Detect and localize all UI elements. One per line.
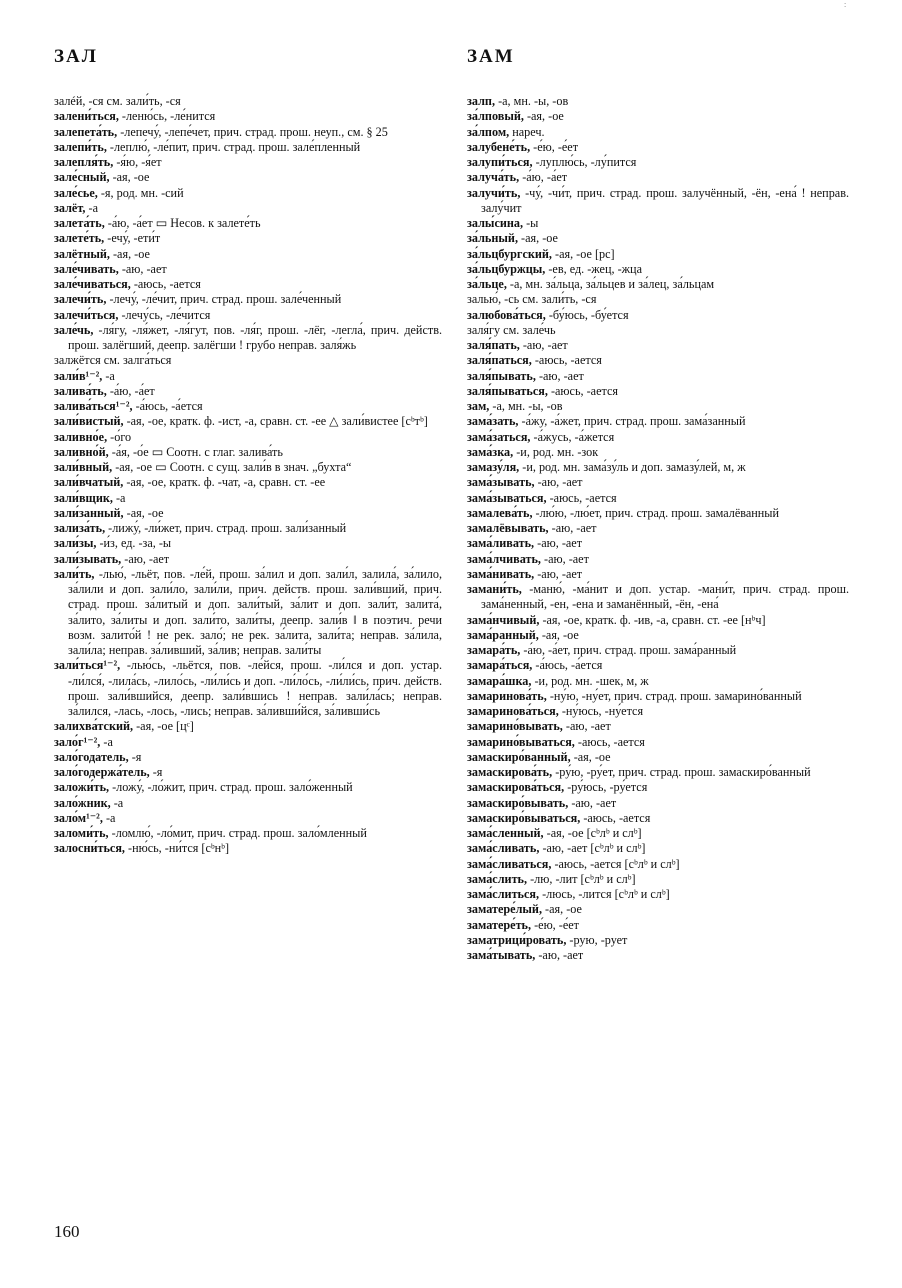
entry-gloss: -аю, -ает bbox=[534, 566, 583, 581]
entry-headword: заложи́ть, bbox=[54, 780, 110, 795]
entry-headword: залётный, bbox=[54, 246, 110, 261]
dictionary-entry bbox=[467, 231, 849, 246]
entry-gloss: -аюсь, -ается bbox=[574, 734, 645, 749]
entry-gloss: -а bbox=[85, 200, 98, 215]
entry-headword: зама́заться, bbox=[467, 429, 531, 444]
entry-gloss: -я bbox=[149, 765, 163, 779]
entry-headword: зама́ливать, bbox=[467, 536, 535, 551]
entry-headword: зама́зка, bbox=[467, 444, 514, 459]
entry-headword: зама́слить, bbox=[467, 871, 528, 886]
dictionary-entry bbox=[54, 140, 442, 155]
entry-headword: замаскиро́вывать, bbox=[467, 795, 569, 810]
entry-headword: залихва́тский, bbox=[54, 719, 134, 734]
dictionary-entry bbox=[467, 445, 849, 460]
dictionary-entry bbox=[467, 567, 849, 582]
left-column bbox=[54, 94, 442, 857]
entry-gloss: -а, мн. -ы, -ов bbox=[495, 94, 569, 108]
entry-headword: зали́в¹⁻², bbox=[54, 368, 103, 383]
entry-gloss: -ая, -ое bbox=[123, 505, 164, 520]
entry-gloss: -леню́сь, -ле́нится bbox=[118, 109, 216, 124]
entry-gloss: -и, род. мн. -зок bbox=[513, 444, 599, 459]
dictionary-entry bbox=[467, 857, 849, 872]
dictionary-entry bbox=[54, 201, 442, 216]
entry-gloss: -ая, -ое [рс] bbox=[551, 246, 615, 261]
entry-headword: зама́сливаться, bbox=[467, 856, 552, 871]
entry-headword: заля́паться, bbox=[467, 353, 532, 368]
entry-gloss: -я bbox=[128, 749, 142, 764]
entry-headword: зале́сье, bbox=[54, 185, 98, 200]
entry-headword: зама́тывать, bbox=[467, 948, 536, 962]
entry-gloss: -аю, -ает bbox=[562, 719, 611, 734]
dictionary-entry bbox=[467, 933, 849, 948]
dictionary-entry bbox=[467, 613, 849, 628]
entry-gloss: -а́ю, -а́ет bbox=[519, 170, 568, 185]
dictionary-entry bbox=[467, 704, 849, 719]
running-head-left: ЗАЛ bbox=[54, 46, 98, 67]
entry-gloss: -чу́, -чи́т, прич. страд. прош. залучённый, -ён, -ена́ ! неправ. залу́чит bbox=[481, 185, 849, 215]
dictionary-entry bbox=[467, 902, 849, 917]
dictionary-entry bbox=[467, 643, 849, 658]
entry-gloss: -лю́ю, -лю́ет, прич. страд. прош. замалёванный bbox=[532, 505, 779, 520]
dictionary-entry bbox=[54, 445, 442, 460]
entry-gloss: -аю, -ает bbox=[534, 536, 583, 551]
entry-headword: замаскирова́ться, bbox=[467, 780, 565, 795]
entry-gloss: -ая, -ое, кратк. ф. -ист, -а, сравн. ст. -ее △ зали́вистее [сᵇтᵇ] bbox=[123, 414, 428, 429]
dictionary-entry bbox=[467, 277, 849, 292]
entry-gloss: -аю, -ает bbox=[534, 475, 583, 490]
dictionary-entry bbox=[54, 414, 442, 429]
entry-gloss: залжётся см. залга́ться bbox=[54, 353, 172, 368]
page-number: 160 bbox=[54, 1222, 80, 1241]
entry-gloss: -а́юсь, -а́ется bbox=[132, 399, 203, 413]
entry-gloss: -и, род. мн. -шек, м, ж bbox=[531, 673, 649, 688]
entry-gloss: -а́ю, -а́ет, прич. страд. прош. зама́ранный bbox=[520, 643, 737, 657]
entry-gloss: -е́ю, -е́ет bbox=[530, 139, 579, 154]
dictionary-entry bbox=[54, 109, 442, 124]
entry-gloss: -я, род. мн. -сий bbox=[97, 185, 184, 200]
entry-headword: зало́годержа́тель, bbox=[54, 765, 150, 779]
entry-headword: замалева́ть, bbox=[467, 505, 533, 520]
entry-gloss: -леплю́, -ле́пит, прич. страд. прош. зале́пленный bbox=[106, 139, 361, 154]
entry-headword: залы́сина, bbox=[467, 216, 524, 230]
entry-gloss: -аюсь, -ается bbox=[130, 277, 201, 291]
entry-gloss: -и́з, ед. -за, -ы bbox=[96, 536, 172, 551]
entry-headword: залучи́ть, bbox=[467, 185, 521, 200]
dictionary-entry bbox=[54, 826, 442, 841]
dictionary-entry bbox=[54, 460, 442, 475]
entry-gloss: -рую, -рует bbox=[566, 932, 628, 947]
entry-headword: зама́зываться, bbox=[467, 490, 547, 505]
entry-gloss: -ая, -ое bbox=[570, 749, 611, 764]
entry-headword: зама́лчивать, bbox=[467, 551, 541, 566]
entry-gloss: -ая, -ое bbox=[523, 109, 564, 124]
dictionary-entry bbox=[467, 841, 849, 856]
dictionary-entry bbox=[467, 292, 849, 307]
entry-headword: залета́ть, bbox=[54, 216, 105, 230]
dictionary-entry bbox=[467, 170, 849, 185]
entry-headword: зало́м¹⁻², bbox=[54, 810, 103, 825]
dictionary-entry bbox=[467, 94, 849, 109]
entry-gloss: -а bbox=[112, 490, 126, 505]
entry-gloss: -аю, -ает [сᵇлᵇ и слᵇ] bbox=[539, 841, 646, 856]
entry-gloss: залéй, -ся см. зали́ть, -ся bbox=[54, 94, 181, 108]
entry-gloss: -ру́юсь, -ру́ется bbox=[564, 780, 648, 795]
dictionary-entry bbox=[467, 109, 849, 124]
entry-headword: за́лповый, bbox=[467, 109, 524, 124]
entry-gloss: -а bbox=[102, 368, 115, 383]
dictionary-entry bbox=[467, 140, 849, 155]
dictionary-entry bbox=[54, 186, 442, 201]
dictionary-entry bbox=[54, 552, 442, 567]
entry-headword: залива́ться¹⁻², bbox=[54, 399, 133, 413]
entry-headword: за́льцбуржцы, bbox=[467, 261, 546, 276]
entry-headword: залюбова́ться, bbox=[467, 307, 546, 322]
entry-gloss: -а́юсь, -а́ется bbox=[532, 658, 603, 673]
entry-gloss: -аюсь, -ается bbox=[531, 353, 602, 368]
entry-gloss: -ая, -ое bbox=[542, 902, 582, 917]
dictionary-entry bbox=[467, 750, 849, 765]
dictionary-entry bbox=[467, 308, 849, 323]
entry-gloss: -маню́, -ма́нит и доп. устар. -мани́т, прич. страд. прош. зама́ненный, -ен, -ена и заманённый, -ён, -ена́ bbox=[481, 582, 849, 612]
entry-gloss: -ая, -ое bbox=[109, 246, 150, 261]
entry-gloss: -о́го bbox=[107, 429, 132, 444]
entry-gloss: -аю, -ает bbox=[121, 551, 170, 566]
dictionary-entry bbox=[467, 155, 849, 170]
dictionary-entry bbox=[467, 460, 849, 475]
dictionary-entry bbox=[467, 125, 849, 140]
dictionary-entry bbox=[54, 780, 442, 795]
dictionary-entry bbox=[467, 475, 849, 490]
entry-headword: замаскирова́ть, bbox=[467, 765, 553, 779]
entry-headword: заматере́ть, bbox=[467, 917, 532, 932]
entry-headword: залубене́ть, bbox=[467, 139, 531, 154]
dictionary-entry bbox=[467, 872, 849, 887]
entry-gloss: -ню́сь, -ни́тся [сᵇнᵇ] bbox=[124, 841, 229, 856]
dictionary-entry bbox=[467, 414, 849, 429]
corner-mark: : bbox=[844, 0, 847, 9]
dictionary-entry bbox=[467, 430, 849, 445]
entry-headword: за́льный, bbox=[467, 231, 518, 246]
entry-headword: заля́пать, bbox=[467, 338, 520, 352]
entry-headword: зало́годатель, bbox=[54, 749, 129, 764]
entry-gloss: -а́жусь, -а́жется bbox=[530, 429, 615, 444]
dictionary-entry bbox=[467, 765, 849, 780]
entry-gloss: -ая, -ое bbox=[109, 170, 150, 185]
dictionary-entry bbox=[467, 186, 849, 217]
entry-gloss: -ложу́, -ло́жит, прич. страд. прош. зало́женный bbox=[109, 780, 353, 795]
entry-headword: зали́зы, bbox=[54, 536, 97, 551]
dictionary-entry bbox=[54, 506, 442, 521]
dictionary-entry bbox=[467, 247, 849, 262]
entry-gloss: -а́ю, -а́ет ▭ Несов. к залете́ть bbox=[104, 216, 261, 230]
entry-headword: замаринова́ть, bbox=[467, 688, 547, 703]
entry-gloss: -ну́ю, -ну́ет, прич. страд. прош. замарино́ванный bbox=[546, 688, 802, 703]
entry-gloss: -ну́юсь, -ну́ется bbox=[558, 704, 644, 718]
entry-headword: зале́чь, bbox=[54, 322, 94, 337]
entry-gloss: -аю, -ает bbox=[118, 261, 167, 276]
entry-gloss: -лью́, -льёт, пов. -ле́й, прош. за́лил и доп. зали́л, залила́, за́лило, за́лили и доп. зали́ло, зали́ли, прич. действ. прош. зали́вший, прич. страд. прош. за́литый и доп. зали́тый, за́лит и доп. зали́т, залита́, за́лито, за́литы и доп. зали́то, зали́ты, деепр. зали́в ‖ в поэтич. речи возм. залито́й ! не рек. зало́; не рек. за́лита, зали́та; неправ. за́лила, зали́ла; неправ. за́ливший, за́лив; неправ. зали́ты bbox=[68, 566, 442, 657]
entry-gloss: -люсь, -лится [сᵇлᵇ и слᵇ] bbox=[539, 887, 670, 901]
entry-gloss: -лижу́, -ли́жет, прич. страд. прош. зали́занный bbox=[105, 521, 347, 535]
entry-gloss: -ломлю́, -ло́мит, прич. страд. прош. зало́мленный bbox=[108, 826, 367, 840]
entry-headword: залп, bbox=[467, 94, 496, 108]
dictionary-entry bbox=[54, 567, 442, 659]
dictionary-entry bbox=[467, 796, 849, 811]
entry-gloss: -аю, -ает bbox=[568, 795, 617, 810]
entry-headword: залени́ться, bbox=[54, 109, 119, 124]
dictionary-entry bbox=[467, 582, 849, 613]
entry-gloss: -ечу́, -ети́т bbox=[104, 231, 161, 246]
entry-headword: заливно́й, bbox=[54, 444, 109, 459]
entry-gloss: -ля́гу, -ля́жет, -ля́гут, пов. -ля́г, прош. -лёг, -легла́, прич. действ. прош. залёгший, деепр. залёгши ! грубо неправ. заля́жь bbox=[68, 322, 442, 352]
dictionary-entry bbox=[467, 521, 849, 536]
entry-headword: зало́г¹⁻², bbox=[54, 734, 101, 749]
entry-headword: зама́ранный, bbox=[467, 627, 539, 642]
dictionary-entry bbox=[467, 628, 849, 643]
entry-headword: заломи́ть, bbox=[54, 826, 109, 840]
entry-headword: зали́вный, bbox=[54, 460, 113, 474]
entry-headword: замаринова́ться, bbox=[467, 704, 559, 718]
entry-gloss: -лепечу́, -лепе́чет, прич. страд. прош. неуп., см. § 25 bbox=[117, 124, 388, 139]
dictionary-entry bbox=[54, 658, 442, 719]
entry-headword: залосни́ться, bbox=[54, 841, 125, 856]
entry-headword: зали́ться¹⁻², bbox=[54, 658, 121, 673]
dictionary-entry bbox=[467, 735, 849, 750]
entry-headword: зали́вщик, bbox=[54, 490, 113, 505]
dictionary-entry bbox=[54, 475, 442, 490]
entry-headword: зама́нчивый, bbox=[467, 612, 540, 627]
dictionary-entry bbox=[467, 399, 849, 414]
entry-gloss: -ая, -ое [сᵇлᵇ и слᵇ] bbox=[543, 826, 642, 840]
entry-gloss: -аю, -ает bbox=[535, 948, 584, 962]
entry-headword: замара́шка, bbox=[467, 673, 532, 688]
entry-gloss: -аю, -ает bbox=[548, 521, 597, 535]
dictionary-entry bbox=[467, 353, 849, 368]
dictionary-entry bbox=[467, 948, 849, 963]
dictionary-entry bbox=[467, 491, 849, 506]
dictionary-entry bbox=[54, 796, 442, 811]
entry-headword: зале́чивать, bbox=[54, 261, 119, 276]
entry-gloss: -а bbox=[102, 810, 116, 825]
dictionary-entry bbox=[467, 536, 849, 551]
entry-gloss: -лью́сь, -льётся, пов. -ле́йся, прош. -ли́лся и доп. устар. -ли́лся́, -лила́сь, -лило́сь, -ли́ли́сь и доп. -ли́ло́сь, -ли́ли́сь, прич. действ. прош. зали́вшийся, деепр. зали́вшись ! неправ. зали́ла́сь; неправ. за́лился, -лась, -лось, -лись; неправ. за́ливши́йся, за́ливши́сь bbox=[68, 658, 442, 718]
dictionary-entry bbox=[54, 231, 442, 246]
entry-headword: залепи́ть, bbox=[54, 139, 107, 154]
entry-gloss: -е́ю, -е́ет bbox=[531, 917, 579, 932]
dictionary-entry bbox=[467, 689, 849, 704]
dictionary-entry bbox=[467, 811, 849, 826]
entry-gloss: -и, род. мн. зама́зу́ль и доп. замазу́лей, м, ж bbox=[519, 460, 746, 474]
entry-headword: зама́зывать, bbox=[467, 475, 535, 490]
entry-headword: зали́вистый, bbox=[54, 414, 124, 429]
entry-headword: зам, bbox=[467, 399, 490, 413]
entry-headword: замаскиро́ванный, bbox=[467, 749, 571, 764]
entry-headword: зали́вчатый, bbox=[54, 475, 124, 490]
entry-headword: замарино́вывать, bbox=[467, 719, 563, 734]
running-head-right: ЗАМ bbox=[467, 46, 515, 67]
entry-gloss: -аю, -ает bbox=[535, 368, 584, 383]
entry-headword: залепля́ть, bbox=[54, 155, 114, 169]
entry-gloss: -а́ю, -а́ет bbox=[106, 383, 155, 398]
entry-headword: заматрици́ровать, bbox=[467, 932, 567, 947]
dictionary-entry bbox=[54, 292, 442, 307]
entry-gloss: -ев, ед. -жец, -жца bbox=[545, 261, 642, 276]
entry-headword: заматере́лый, bbox=[467, 902, 542, 917]
dictionary-entry bbox=[467, 323, 849, 338]
dictionary-entry bbox=[54, 155, 442, 170]
entry-headword: за́льце, bbox=[467, 277, 507, 291]
entry-gloss: -а bbox=[110, 795, 124, 810]
entry-gloss: -аюсь, -ается [сᵇлᵇ и слᵇ] bbox=[551, 856, 680, 871]
entry-gloss: -бу́юсь, -бу́ется bbox=[545, 307, 629, 322]
dictionary-entry bbox=[467, 658, 849, 673]
entry-headword: замалёвывать, bbox=[467, 521, 549, 535]
entry-headword: замара́ться, bbox=[467, 658, 533, 673]
entry-gloss: -я́ю, -я́ет bbox=[113, 155, 162, 169]
dictionary-entry bbox=[54, 430, 442, 445]
dictionary-entry bbox=[54, 94, 442, 109]
entry-headword: заля́пывать, bbox=[467, 368, 536, 383]
dictionary-entry bbox=[54, 277, 442, 292]
entry-headword: залепета́ть, bbox=[54, 124, 118, 139]
dictionary-entry bbox=[54, 719, 442, 734]
dictionary-entry bbox=[54, 125, 442, 140]
entry-headword: зама́нивать, bbox=[467, 566, 535, 581]
entry-gloss: -а́жу, -а́жет, прич. страд. прош. зама́занный bbox=[518, 414, 746, 429]
entry-headword: замаскиро́вываться, bbox=[467, 810, 581, 825]
entry-gloss: -ая, -ое, кратк. ф. -чат, -а, сравн. ст. -ее bbox=[123, 475, 326, 490]
entry-headword: залупи́ться, bbox=[467, 155, 533, 169]
entry-gloss: залью́, -сь см. зали́ть, -ся bbox=[467, 292, 597, 307]
entry-gloss: -ру́ю, -ру́ет, прич. страд. прош. замаскиро́ванный bbox=[552, 765, 811, 779]
entry-headword: залёт, bbox=[54, 200, 86, 215]
entry-headword: замарино́вываться, bbox=[467, 734, 575, 749]
dictionary-entry bbox=[467, 887, 849, 902]
entry-gloss: -аю, -ает bbox=[519, 338, 568, 352]
entry-headword: залечи́ть, bbox=[54, 292, 107, 307]
dictionary-entry bbox=[467, 719, 849, 734]
entry-headword: зале́чиваться, bbox=[54, 277, 131, 291]
entry-headword: заля́пываться, bbox=[467, 383, 548, 398]
entry-gloss: -ая, -ое, кратк. ф. -ив, -а, сравн. ст. -ее [нᵇч] bbox=[539, 612, 766, 627]
dictionary-entry bbox=[467, 552, 849, 567]
dictionary-entry bbox=[54, 369, 442, 384]
dictionary-entry bbox=[467, 338, 849, 353]
entry-gloss: -а, мн. -ы, -ов bbox=[489, 399, 563, 413]
entry-gloss: -ая, -ое [цᶜ] bbox=[133, 719, 194, 734]
entry-headword: зама́сленный, bbox=[467, 826, 544, 840]
dictionary-entry bbox=[54, 811, 442, 826]
entry-headword: залуча́ть, bbox=[467, 170, 520, 185]
dictionary-entry bbox=[467, 826, 849, 841]
dictionary-entry bbox=[467, 216, 849, 231]
entry-gloss: -лю, -лит [сᵇлᵇ и слᵇ] bbox=[527, 871, 636, 886]
entry-gloss: -ая, -ое bbox=[518, 231, 558, 246]
dictionary-entry bbox=[467, 384, 849, 399]
entry-headword: за́лпом, bbox=[467, 124, 510, 139]
dictionary-entry bbox=[54, 521, 442, 536]
entry-headword: зало́жник, bbox=[54, 795, 111, 810]
entry-gloss: -лечу́, -ле́чит, прич. страд. прош. зале́ченный bbox=[106, 292, 342, 307]
entry-gloss: -а bbox=[100, 734, 113, 749]
dictionary-entry bbox=[54, 308, 442, 323]
dictionary-entry bbox=[467, 918, 849, 933]
entry-gloss: -лечу́сь, -ле́чится bbox=[118, 307, 211, 322]
entry-headword: зале́сный, bbox=[54, 170, 110, 185]
dictionary-entry bbox=[54, 536, 442, 551]
entry-gloss: -аю, -ает bbox=[540, 551, 589, 566]
entry-gloss: -ая, -ое ▭ Соотн. с сущ. зали́в в знач. „бухта“ bbox=[112, 460, 352, 474]
entry-headword: залете́ть, bbox=[54, 231, 105, 246]
entry-gloss: нареч. bbox=[509, 124, 545, 139]
dictionary-entry bbox=[54, 491, 442, 506]
dictionary-entry bbox=[54, 735, 442, 750]
entry-headword: зализа́ть, bbox=[54, 521, 106, 535]
entry-gloss: -аюсь, -ается bbox=[546, 490, 617, 505]
entry-gloss: -аюсь, -ается bbox=[547, 383, 618, 398]
right-column bbox=[467, 94, 849, 963]
dictionary-entry bbox=[467, 369, 849, 384]
dictionary-entry bbox=[467, 262, 849, 277]
dictionary-entry bbox=[54, 323, 442, 354]
dictionary-entry bbox=[54, 353, 442, 368]
entry-headword: замани́ть, bbox=[467, 582, 522, 596]
entry-headword: заливно́е, bbox=[54, 429, 108, 444]
entry-headword: за́льцбургский, bbox=[467, 246, 552, 261]
entry-headword: замазу́ля, bbox=[467, 460, 520, 474]
dictionary-entry bbox=[54, 170, 442, 185]
entry-gloss: -луплю́сь, -лу́пится bbox=[532, 155, 637, 169]
dictionary-entry bbox=[54, 384, 442, 399]
entry-headword: замара́ть, bbox=[467, 643, 521, 657]
dictionary-entry bbox=[54, 247, 442, 262]
dictionary-entry bbox=[467, 506, 849, 521]
entry-gloss: заля́гу см. зале́чь bbox=[467, 322, 556, 337]
entry-gloss: -ы bbox=[523, 216, 539, 230]
entry-headword: зама́сливать, bbox=[467, 841, 540, 856]
entry-headword: зама́зать, bbox=[467, 414, 519, 429]
entry-headword: зали́ть, bbox=[54, 566, 95, 581]
dictionary-entry bbox=[467, 780, 849, 795]
entry-headword: зали́занный, bbox=[54, 505, 124, 520]
entry-headword: залива́ть, bbox=[54, 383, 107, 398]
entry-headword: зали́зывать, bbox=[54, 551, 122, 566]
dictionary-entry bbox=[467, 674, 849, 689]
entry-gloss: -а, мн. за́льца, за́льцев и за́лец, за́льцам bbox=[506, 277, 715, 291]
dictionary-entry bbox=[54, 765, 442, 780]
entry-gloss: -а́я, -о́е ▭ Соотн. с глаг. залива́ть bbox=[108, 444, 283, 459]
dictionary-entry bbox=[54, 216, 442, 231]
dictionary-entry bbox=[54, 841, 442, 856]
entry-headword: залечи́ться, bbox=[54, 307, 119, 322]
entry-gloss: -аюсь, -ается bbox=[580, 810, 651, 825]
dictionary-entry bbox=[54, 262, 442, 277]
entry-headword: зама́слиться, bbox=[467, 887, 540, 901]
dictionary-entry bbox=[54, 750, 442, 765]
dictionary-entry bbox=[54, 399, 442, 414]
entry-gloss: -ая, -ое bbox=[538, 627, 579, 642]
